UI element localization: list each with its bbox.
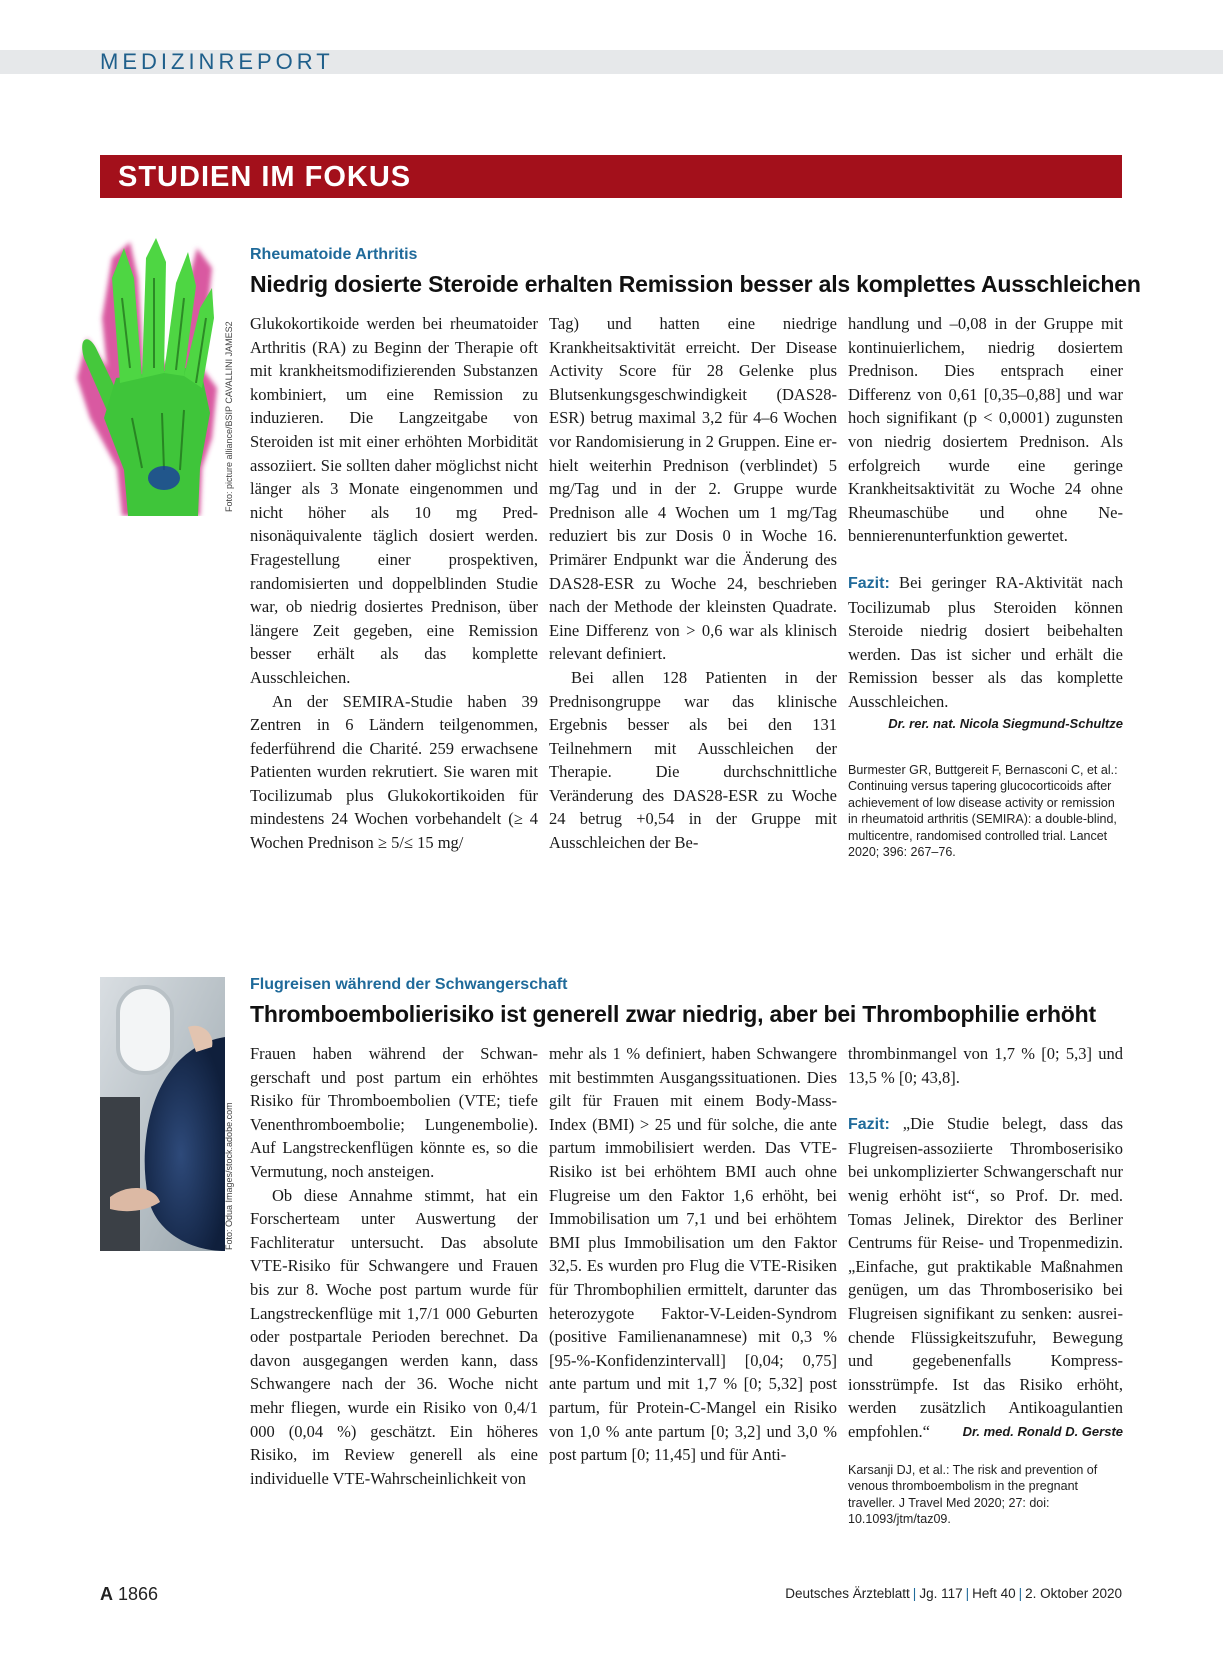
pregnant-traveler-photo (100, 977, 225, 1251)
separator: | (965, 1586, 970, 1601)
separator: | (1018, 1586, 1023, 1601)
separator: | (912, 1586, 917, 1601)
author-name: Dr. med. Ronald D. Gerste (962, 1423, 1123, 1439)
paragraph: Ob diese Annahme stimmt, hat ein Forscherteam unter Auswertung der Fachliteratur untersucht. Das absolute VTE-Risiko für Schwangere und Frauen bis zur 8. Woche post partum wurde für Langstreckenflüge mit 1,7/1 000 Geburten oder postpartale Perioden berechnet. Da davon ausgegangen werden kann, dass Schwangere nach der 36. Woche nicht mehr fliegen, wurde ein Risiko von 0,4/1 000 (0,04 %) geschätzt. Ein höheres Risiko, im Review generell als eine individuelle VTE-Wahrscheinlichkeit von (250, 1185, 538, 1488)
article-column-1 (250, 1042, 538, 1490)
fazit-text: Bei geringer RA-Aktivität nach Tocilizumab plus Steroiden können Steroide niedrig dosiert beibehalten werden. Das ist sicher und erhält die Remission besser als das komplette Ausschleichen. (848, 572, 1123, 711)
paragraph: mehr als 1 % definiert, haben Schwangere mit bestimmten Ausgangssituationen. Dies gilt für Frauen mit einem Body-Mass-Index (BMI) > 25 und für solche, die ante partum immobilisiert werden. Das VTE-Risiko ist bei erhöhtem BMI auch ohne Flugreise um den Faktor 1,6 erhöht, bei Immobilisation um 7,1 und bei erhöhtem BMI plus Immobilisation um den Faktor 32,5. Es wurden pro Flug die VTE-Risiken für Thrombophilien ermittelt, darunter das heterozygote Faktor-V-Leiden-Syndrom (positive Familienanamnese) mit 0,3 % [95-%-Konfidenzintervall] [0,04; 0,75] ante partum und mit 1,7 % [0; 5,32] post partum, für Protein-C-Mangel ein Risiko von 1,0 % ante partum [0; 3,2] und 3,0 % post partum [0; 11,45] und für Anti- (549, 1044, 837, 1465)
paragraph: handlung und –0,08 in der Gruppe mit kontinuierlichem, niedrig dosiertem Prednison. Dies entsprach einer Differenz von 0,61 [0,35–0,88] und war hoch signifikant (p < 0,0001) zugunsten von niedrig dosiertem Prednison. Als erfolgreich wurde eine geringe Krankheitsaktivität zu Woche 24 ohne Rheumaschübe und ohne Nebennierenunterfunktion gewertet. (848, 314, 1123, 546)
journal-issue: Heft 40 (972, 1586, 1016, 1601)
section-label: MEDIZINREPORT (100, 49, 334, 74)
journal-info (785, 1586, 1122, 1601)
journal-name: Deutsches Ärzteblatt (785, 1586, 910, 1601)
article-column-3 (848, 312, 1123, 861)
article-headline: Thromboembolierisiko ist generell zwar niedrig, aber bei Thrombophilie erhöht (250, 1001, 1096, 1027)
seat (100, 1097, 140, 1251)
banner-title: STUDIEN IM FOKUS (118, 161, 412, 193)
article-kicker: Rheumatoide Arthritis (250, 246, 418, 263)
section-banner (100, 155, 1122, 198)
fazit-label: Fazit: (848, 1116, 890, 1134)
photo-credit: Foto: Odua Images/stock.adobe.com (224, 1102, 234, 1250)
paragraph: Frauen haben während der Schwangerschaft und post partum ein erhöhtes Risiko für Thromboembolien (VTE; tiefe Venenthromboembolie; Lungenembolie). Auf Langstreckenflügen könnte es, so die Vermutung, noch ansteigen. (250, 1044, 538, 1181)
photo-credit: Foto: picture alliance/BSIP CAVALLINI JAMES2 (224, 321, 234, 512)
author-name: Dr. rer. nat. Nicola Siegmund-Schultze (888, 715, 1123, 731)
article-column-2 (549, 312, 837, 855)
article-column-3 (848, 1042, 1123, 1528)
article-column-1 (250, 312, 538, 855)
xray-hand-image (72, 238, 222, 516)
article-column-2 (549, 1042, 837, 1467)
paragraph: An der SEMIRA-Studie haben 39 Zentren in 6 Ländern teilgenommen, federführend die Charité. 259 erwachsene Patienten wurden rekrutiert. Sie waren mit Tocilizumab plus Glukokortikoiden für mindestens 24 Wochen vorbehandelt (≥ 4 Wochen Prednison ≥ 5/≤ 15 mg/ (250, 691, 538, 853)
paragraph: Bei allen 128 Patienten in der Prednisongruppe war das klinische Ergebnis besser als bei den 131 Teilnehmern mit Ausschleichen der Therapie. Die durchschnittliche Veränderung des DAS28-ESR zu Woche 24 betrug +0,54 in der Gruppe mit Ausschleichen der Be- (549, 667, 837, 853)
fazit-paragraph (848, 1112, 1123, 1443)
reference: Karsanji DJ, et al.: The risk and prevention of venous thromboembolism in the pregnant traveller. J Travel Med 2020; 27: doi: 10.1093/jtm/taz09. (848, 1462, 1098, 1526)
article-headline: Niedrig dosierte Steroide erhalten Remission besser als komplettes Ausschleichen (250, 271, 1141, 297)
paragraph: Glukokortikoide werden bei rheumatoider Arthritis (RA) zu Beginn der Therapie oft mit krankheitsmodifizierenden Substanzen kombiniert, um eine Remission zu induzieren. Die Langzeitgabe von Steroiden ist mit einer erhöhten Morbidität assoziiert. Sie sollten daher möglichst nicht länger als 3 Monate eingenommen und nicht höher als 10 mg Prednisonäquivalente täglich dosiert werden. Fragestellung einer prospektiven, randomisierten und doppelblinden Studie war, ob niedrig dosiertes Prednison, über längere Zeit gegeben, eine Remission besser erhält als das komplette Ausschleichen. (250, 314, 538, 687)
paragraph: thrombinmangel von 1,7 % [0; 5,3] und 13,5 % [0; 43,8]. (848, 1044, 1123, 1087)
article-kicker: Flugreisen während der Schwangerschaft (250, 976, 568, 993)
paragraph: Tag) und hatten eine niedrige Krankheitsaktivität erreicht. Der Disease Activity Score für 28 Gelenke plus Blutsenkungsgeschwindigkeit (DAS28-ESR) betrug maximal 3,2 für 4–6 Wochen vor Randomisierung in 2 Gruppen. Eine erhielt weiterhin Prednison (verblindet) 5 mg/Tag und in der 2. Gruppe wurde Prednison alle 4 Wochen um 1 mg/Tag reduziert bis zur Dosis 0 in Woche 16. Primärer Endpunkt war die Änderung des DAS28-ESR zu Woche 24, beschrieben nach der Methode der kleinsten Quadrate. Eine Differenz von > 0,6 war als klinisch relevant definiert. (549, 314, 837, 664)
journal-volume: Jg. 117 (919, 1586, 963, 1601)
fazit-label: Fazit: (848, 574, 890, 592)
fazit-paragraph (848, 571, 1123, 714)
journal-date: 2. Oktober 2020 (1025, 1586, 1122, 1601)
reference: Burmester GR, Buttgereit F, Bernasconi C, et al.: Continuing versus tapering glucocorticoids after achievement of low disease activity or remission in rheumatoid arthritis (SEMIRA): a double-blind, multicentre, randomised controlled trial. Lancet 2020; 396: 267–76. (848, 762, 1118, 859)
page-number: A 1866 (100, 1584, 159, 1604)
fazit-text: „Die Studie belegt, dass das Flugreisen-assoziierte Thromboserisiko bei unkomplizierter Schwangerschaft nur wenig erhöht ist“, so Prof. Dr. med. Tomas Jelinek, Direktor des Berliner Centrums für Reise- und Tropenmedizin. „Einfache, gut praktikable Maßnahmen genügen, um das Thromboserisiko bei Flugreisen signifikant zu senken: ausreichende Flüssigkeitszufuhr, Bewegung und gegebenenfalls Kompressionsstrümpfe. Ist das Risiko erhöht, werden zusätzlich Antikoagulantien empfohlen.“ (848, 1114, 1123, 1441)
